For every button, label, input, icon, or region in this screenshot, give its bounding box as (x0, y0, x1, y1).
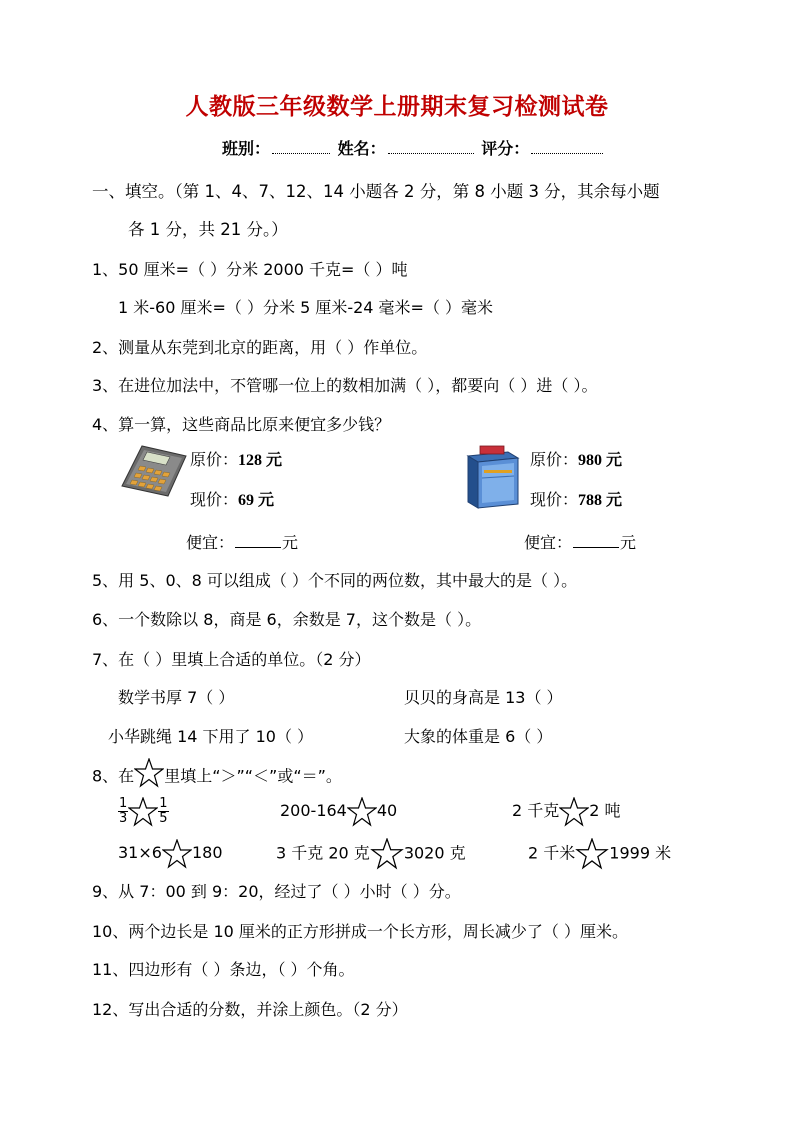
fraction-left (118, 797, 128, 826)
compare-4-left: 31×6 (118, 843, 162, 862)
page-title: 人教版三年级数学上册期末复习检测试卷 (185, 93, 609, 120)
question-5: 5、用 5、0、8 可以组成（ ）个不同的两位数，其中最大的是（ ）。 (92, 571, 578, 590)
question-8-prefix: 8、在 (92, 766, 135, 786)
compare-item-2 (280, 796, 397, 827)
question-3: 3、在进位加法中，不管哪一位上的数相加满（ ），都要向（ ）进（ ）。 (92, 376, 598, 395)
compare-5-right: 3020 克 (403, 843, 466, 863)
score-blank[interactable] (531, 139, 603, 154)
compare-item-6 (528, 838, 671, 870)
compare-4-right: 180 (191, 843, 223, 862)
question-9: 9、从 7：00 到 9：20，经过了（ ）小时（ ）分。 (92, 882, 461, 901)
item2-unit: 元 (620, 533, 637, 552)
star-icon[interactable] (162, 839, 192, 869)
score-label: 评分： (481, 139, 530, 158)
item1-original-label: 原价： (190, 450, 239, 469)
name-label: 姓名： (337, 139, 386, 158)
star-icon[interactable] (370, 838, 404, 870)
item2-discount-blank[interactable] (573, 533, 619, 548)
question-8 (92, 766, 342, 788)
star-icon[interactable] (347, 797, 377, 827)
fraction-left-numerator: 1 (119, 796, 128, 811)
item2-original-value: 980 元 (578, 452, 623, 469)
section-heading: 一、填空。（第 1、4、7、12、14 小题各 2 分，第 8 小题 3 分，其余每小题 (92, 182, 660, 201)
question-1b: 1 米-60 厘米=（ ）分米 5 厘米-24 毫米=（ ）毫米 (118, 298, 494, 317)
item1-unit: 元 (282, 533, 299, 552)
section-heading-cont: 各 1 分，共 21 分。） (128, 220, 288, 239)
compare-5-left: 3 千克 20 克 (276, 843, 370, 863)
compare-item-5 (276, 838, 466, 870)
storage-box-icon (462, 444, 524, 510)
fraction-left-denominator: 3 (119, 811, 128, 826)
compare-item-4 (118, 838, 223, 869)
question-6: 6、一个数除以 8，商是 6，余数是 7，这个数是（ ）。 (92, 610, 482, 629)
item1-discount-label: 便宜： (186, 533, 235, 552)
question-2: 2、测量从东莞到北京的距离，用（ ）作单位。 (92, 338, 428, 357)
question-7d: 大象的体重是 6（ ） (404, 727, 553, 746)
question-7a: 数学书厚 7（ ） (118, 688, 235, 707)
compare-2-left: 200-164 (280, 801, 347, 820)
calculator-icon (120, 442, 188, 498)
star-icon[interactable] (559, 797, 589, 827)
star-icon[interactable] (128, 797, 158, 827)
class-label: 班别： (222, 139, 271, 158)
item2-original-price (530, 450, 622, 471)
question-12: 12、写出合适的分数，并涂上颜色。（2 分） (92, 1000, 408, 1019)
fraction-right (158, 797, 168, 826)
compare-item-1 (118, 796, 169, 827)
item1-current-price (190, 490, 274, 511)
item2-discount-label: 便宜： (524, 533, 573, 552)
item2-original-label: 原价： (530, 450, 579, 469)
star-icon (134, 758, 164, 788)
class-blank[interactable] (272, 139, 330, 154)
question-7b: 贝贝的身高是 13（ ） (404, 688, 563, 707)
question-7c: 小华跳绳 14 下用了 10（ ） (108, 727, 314, 746)
compare-6-right: 1999 米 (609, 843, 672, 863)
item1-original-value: 128 元 (238, 452, 283, 469)
item1-original-price (190, 450, 282, 471)
question-7: 7、在（ ）里填上合适的单位。（2 分） (92, 650, 371, 669)
fraction-right-numerator: 1 (159, 796, 168, 811)
student-info-row (222, 136, 605, 159)
item2-current-price (530, 490, 622, 511)
fraction-right-denominator: 5 (159, 811, 168, 826)
name-blank[interactable] (388, 139, 474, 154)
compare-6-left: 2 千米 (528, 843, 576, 863)
item1-current-label: 现价： (190, 490, 239, 509)
item1-current-value: 69 元 (238, 492, 275, 509)
compare-3-right: 2 吨 (589, 801, 621, 820)
item2-current-label: 现价： (530, 490, 579, 509)
item2-discount (524, 533, 636, 553)
item2-current-value: 788 元 (578, 492, 623, 509)
question-8-suffix: 里填上“＞”“＜”或“＝”。 (164, 766, 342, 786)
question-4: 4、算一算，这些商品比原来便宜多少钱？ (92, 415, 391, 434)
item1-discount-blank[interactable] (235, 533, 281, 548)
question-11: 11、四边形有（ ）条边，（ ）个角。 (92, 960, 355, 979)
question-10: 10、两个边长是 10 厘米的正方形拼成一个长方形，周长减少了（ ）厘米。 (92, 922, 628, 941)
compare-3-left: 2 千克 (512, 801, 560, 820)
item1-discount (186, 533, 298, 553)
question-1a: 1、50 厘米=（ ）分米 2000 千克=（ ）吨 (92, 260, 408, 279)
star-icon[interactable] (575, 838, 609, 870)
compare-2-right: 40 (376, 801, 398, 820)
compare-item-3 (512, 796, 621, 827)
